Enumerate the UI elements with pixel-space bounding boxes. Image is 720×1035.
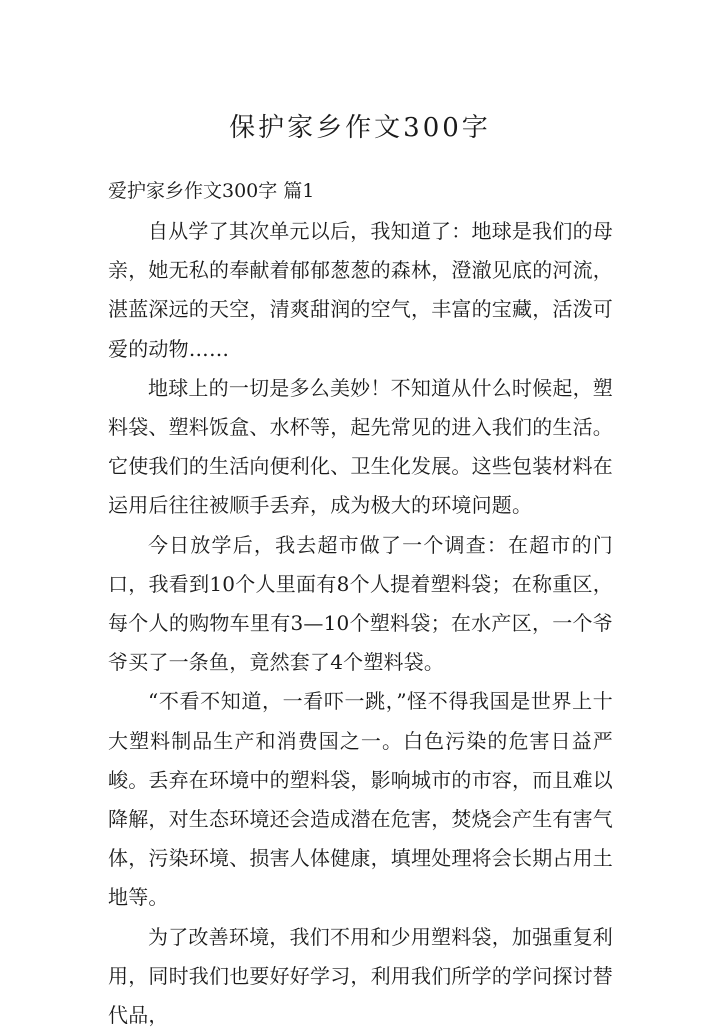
document-body [108,212,613,1035]
paragraph: 为了改善环境，我们不用和少用塑料袋，加强重复利用，同时我们也要好好学习，利用我们所学的学问探讨替代品， [108,924,613,1028]
paragraph: 自从学了其次单元以后，我知道了：地球是我们的母亲，她无私的奉献着郁郁葱葱的森林，澄澈见底的河流，湛蓝深远的天空，清爽甜润的空气，丰富的宝藏，活泼可爱的动物…… [108,219,613,361]
section-heading: 爱护家乡作文300字 篇1 [108,180,315,202]
paragraph: 今日放学后，我去超市做了一个调查：在超市的门口，我看到10个人里面有8个人提着塑料袋；在称重区，每个人的购物车里有3—10个塑料袋；在水产区，一个爷爷买了一条鱼，竟然套了4个塑料袋。 [108,532,613,675]
paragraph: 地球上的一切是多么美妙！不知道从什么时候起，塑料袋、塑料饭盒、水杯等，起先常见的进入我们的生活。它使我们的生活向便利化、卫生化发展。这些包装材料在运用后往往被顺手丢弃，成为极大的环境问题。 [108,375,613,518]
document-title: 保护家乡作文300字 [229,113,491,143]
paragraph: “不看不知道，一看吓一跳，”怪不得我国是世界上十大塑料制品生产和消费国之一。白色污染的危害日益严峻。丢弃在环境中的塑料袋，影响城市的市容，而且难以降解，对生态环境还会造成潜在危害，焚烧会产生有害气体，污染环境、损害人体健康，填埋处理将会长期占用土地等。 [108,689,613,910]
